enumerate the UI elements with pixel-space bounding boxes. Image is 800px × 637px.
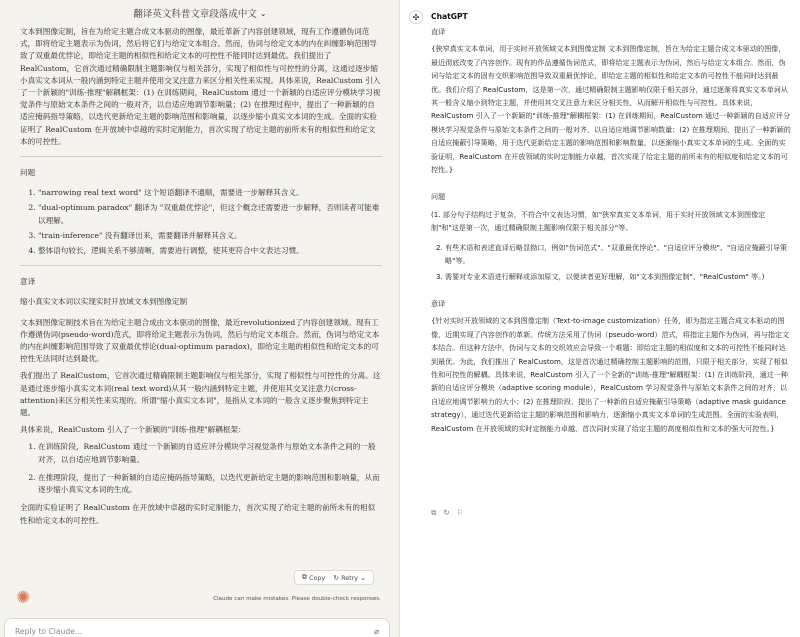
reply-input[interactable]	[4, 618, 390, 637]
issues-title: 问题	[431, 192, 446, 202]
free-title: 意译	[431, 298, 446, 308]
paragraph: 文本到图像定制技术旨在为给定主题合成由文本驱动的图像，最近revolutionized了内容创建领域。现有工作遵循伪词(pseudo-word)范式，即将给定主题表示为伪词，然后与给定文本组合。然而，伪词与给定文本的内在纠缠影响范围导致了双重最优悖论(dual-optimum paradox)，即给定主题的相似性和给定文本的可控性无法同时达到最优。	[20, 317, 380, 364]
attach-icon[interactable]: ⌀	[374, 627, 379, 636]
free-translation-title: 意译	[20, 277, 36, 287]
issues-list	[445, 241, 791, 283]
literal-translation: {狭窄真实文本单词，用于实时开放领域文本到图像定制 文本到图像定制，旨在为给定主题合成文本驱动的图像，最近彻底改变了内容创作。现有的作品遵循伪词范式，即将给定主题表示为伪词，然后与给定文本组合。然而，伪词与给定文本的固有交织影响范围导致双重最优悖论，即给定主题的相似性和给定文本的可控性不能同时达到最优。我们介绍了 RealCustom，这是第一次，通过精确限制主题影响仅限于相关部分，通过逐渐将真实文本单词从其一般含义缩小到特定主题，并使用其交叉注意力来区分相关性，从而解开相似性与可控性。具体来说，RealCustom 引入了一个新颖的"训练-推理"解耦框架：(1) 在训练期间，RealCustom 通过一种新颖的自适应评分模块学习视觉条件与原始文本条件之间的一般对齐，以自适应地调节影响数量；(2) 在推理期间，提出了一种新颖的自适应掩蔽引导策略，用于迭代更新给定主题的影响范围和影响数量，以逐渐缩小真实文本单词的生成。全面的实验证明，RealCustom 在开放领域的实时定制能力卓越，首次实现了给定主题的前所未有的相似度和给定文本的可控性。}	[431, 44, 791, 175]
assistant-name: ChatGPT	[431, 12, 468, 21]
flag-icon[interactable]: ⚐	[456, 508, 464, 517]
free-translation: {针对实时开放领域的文本到图像定制（Text-to-image customization）任务，即为指定主题合成文本驱动的图像，近期实现了内容创作的革新。传统方法采用了伪词（pseudo-word）范式，将指定主题作为伪词，再与指定文本结合。但这种方法中，伪词与文本的交织效应会导致一个难题：即给定主题的相似度和文本的可控性不能同时达到最优。为此，我们推出了 RealCustom，这是首次通过精确控制主题影响的范围，只限于相关部分，实现了相似性和可控性的解耦。具体来说，RealCustom 引入了一个全新的"训练-推理"解耦框架：(1) 在训练阶段，通过一种新的自适应评分模块（adaptive scoring module），RealCustom 学习视觉条件与原始文本条件之间的对齐，以自适应地调节影响力的大小；(2) 在推理阶段，提出了一种新的自适应掩蔽引导策略（adaptive mask guidance strategy），通过迭代更新给定主题的影响范围和影响力，逐渐缩小真实文本单词的生成范围。全面的实验表明，RealCustom 在开放领域的实时定制能力卓越，首次同时实现了给定主题的高度相似性和文本的强大可控性。}	[431, 316, 790, 433]
divider	[20, 265, 382, 266]
list-item: 4. 整体语句较长，逻辑关系不够清晰，需要进行调整，使其更符合中文表达习惯。	[38, 245, 382, 257]
chevron-down-icon[interactable]: ⌄	[259, 8, 267, 18]
disclaimer: Claude can make mistakes. Please double-check responses.	[213, 596, 381, 602]
retry-label: Retry	[341, 573, 359, 582]
message-actions	[294, 570, 374, 585]
list-item: 2. "dual-optimum paradox" 翻译为 "双重最优悖论"，但这个概念还需要进一步解释，否则读者可能难以理解。	[38, 202, 382, 226]
chat-title[interactable]: 翻译英文科普文章段落成中文	[133, 9, 257, 20]
list-item: 1. 在训练阶段，RealCustom 通过一个新颖的自适应评分模块学习视觉条件与原始文本条件之间的一般对齐，以自适应地调节影响量。	[38, 441, 382, 465]
issues-title: 问题	[20, 168, 36, 178]
list-item: 2. 在推理阶段，提出了一种新颖的自适应掩码指导策略，以迭代更新给定主题的影响范围和影响量，从而逐步缩小真实文本词的生成。	[38, 472, 382, 496]
retry-icon: ↻	[333, 573, 340, 582]
list-item: 3. 需要对专业术语进行解释或添加原文，以便读者更好理解，如"文本到图像定制"、"RealCustom" 等。)	[445, 270, 791, 283]
list-item: 2. 有些术语和表述直译后略显拗口，例如"伪词范式"、"双重最优悖论"、"自适应评分模块"、"自适应掩蔽引导策略"等。	[445, 241, 791, 268]
chat-title-bar[interactable]	[0, 0, 400, 26]
copy-label: Copy	[309, 573, 326, 582]
claude-logo-icon: ✺	[16, 588, 31, 608]
literal-translation: 文本到图像定制，旨在为给定主题合成文本驱动的图像，最近革新了内容创建领域，现有工作遵循伪词范式，即将给定主题表示为伪词，然后将它们与给定文本组合。然而，伪词与给定文本的内在纠缠影响范围导致了双重最优悖论，即给定主题的相似性和给定文本的可控性不能同时达到最优。我们提出了 RealCustom，它首次通过精确限制主题影响仅与相关部分，实现了相似性与可控性的分离，这通过逐步缩小真实文本词从一般内涵到特定主题并使用交叉注意力来区分相关性来实现。具体来说，RealCustom 引入了一个新颖的"训练-推理"解耦框架：(1) 在训练期间，RealCustom 通过一个新颖的自适应评分模块学习视觉条件与原始文本条件之间的一般对齐，以自适应地调节影响量；(2) 在推理过程中，提出了一种新颖的自适应掩码指导策略，以迭代更新给定主题的影响范围和影响量，以逐步缩小真实文本词的生成。全面的实验证明了 RealCustom 在开放域中卓越的实时定制能力，首次实现了给定主题的前所未有的相似性和给定文本的可控性。	[20, 27, 381, 146]
issues-list	[38, 187, 382, 257]
literal-title: 直译	[431, 27, 446, 36]
reply-placeholder: Reply to Claude...	[15, 627, 83, 636]
list-item: 3. "train-inference" 没有翻译出来，需要翻译并解释其含义。	[38, 230, 382, 242]
list-item: 1. "narrowing real text word" 这个短语翻译不通顺，需要进一步解释其含义。	[38, 187, 382, 199]
chatgpt-logo-icon: ✣	[409, 10, 423, 24]
free-translation-heading: 缩小真实文本词以实现实时开放域文本到图像定制	[20, 297, 188, 307]
copy-icon[interactable]: ⧉	[431, 508, 437, 517]
paragraph: 我们提出了 RealCustom，它首次通过精确限制主题影响仅与相关部分，实现了相似性与可控性的分离。这是通过逐步缩小真实文本词(real text word)从其一般内涵到特定主题，并使用其交叉注意力(cross-attention)来区分相关性来实现的。所谓"缩小真实文本词"，是指从文本词的一般含义逐步聚焦到特定主题。	[20, 371, 381, 418]
copy-icon: ⧉	[302, 573, 307, 581]
divider	[20, 156, 382, 157]
regenerate-icon[interactable]: ↻	[443, 508, 450, 517]
claude-response	[20, 26, 382, 532]
copy-button[interactable]	[299, 573, 328, 582]
issues-intro: (1. 部分句子结构过于复杂，不符合中文表达习惯，如"狭窄真实文本单词，用于实时开放领域文本到图像定制"和"这是第一次，通过精确限制主题影响仅限于相关部分"等。	[431, 209, 766, 233]
paragraph: 全面的实验证明了 RealCustom 在开放域中卓越的实时定制能力，首次实现了给定主题的前所未有的相似性和给定文本的可控性。	[20, 503, 376, 525]
chatgpt-panel	[401, 0, 800, 637]
chatgpt-response	[431, 25, 791, 439]
response-toolbar	[431, 508, 463, 518]
chevron-down-icon: ⌄	[360, 573, 366, 582]
framework-list	[38, 441, 382, 496]
paragraph: 具体来说，RealCustom 引入了一个新颖的"训练-推理"解耦框架：	[20, 425, 246, 435]
retry-button[interactable]	[330, 574, 369, 582]
